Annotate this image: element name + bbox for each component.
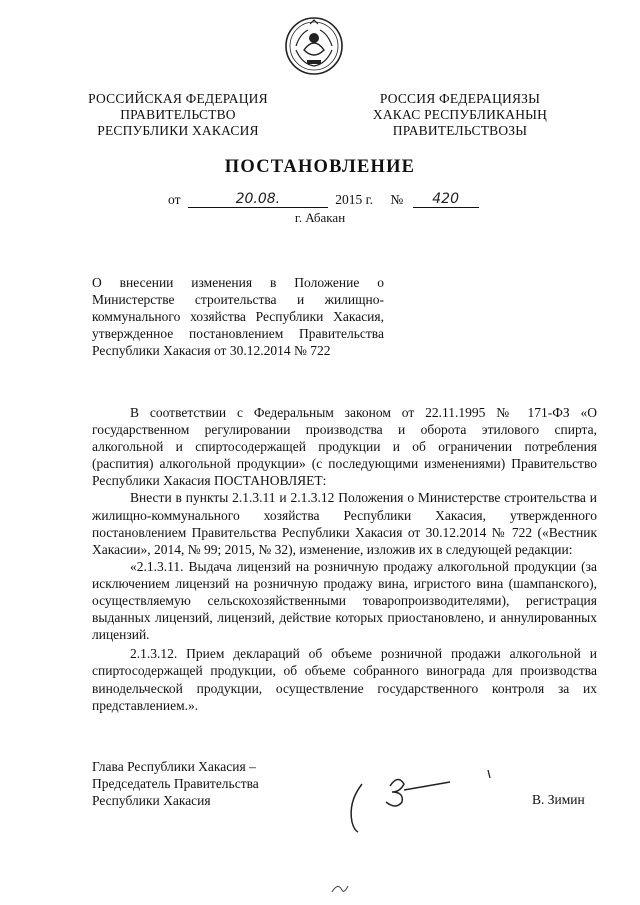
number-handwritten: 420: [432, 191, 459, 207]
date-handwritten: 20.08.: [235, 191, 281, 207]
header-left-line: РОССИЙСКАЯ ФЕДЕРАЦИЯ: [88, 91, 268, 106]
scribble-mark-icon: [328, 880, 352, 896]
handwritten-signature: [340, 762, 500, 834]
signature-title-line: Республики Хакасия: [92, 793, 211, 808]
body-paragraph: Внести в пункты 2.1.3.11 и 2.1.3.12 Положения о Министерстве строительства и жилищно-коммунального хозяйства Республики Хакасия, утвержденного постановлением Правительства Республики Хакасия от 30.12.2014 № 722 («Вестник Хакасии», 2014, № 99; 2015, № 32), изменение, изложив их в следующей редакции:: [92, 490, 597, 557]
subject: О внесении изменения в Положение о Министерстве строительства и жилищно-коммунального хозяйства Республики Хакасия, утвержденное постановлением Правительства Республики Хакасия от 30.12.2014 № 722: [92, 275, 384, 358]
signatory-name: В. Зимин: [532, 792, 585, 807]
date-field: [188, 192, 328, 208]
number-field: [413, 192, 479, 208]
header-right: [360, 91, 560, 139]
body: [92, 404, 597, 714]
document-title: ПОСТАНОВЛЕНИЕ: [224, 157, 416, 177]
coat-of-arms-icon: [284, 16, 344, 76]
date-line: [168, 192, 479, 208]
header-right-line: ХАКАС РЕСПУБЛИКАНЫҢ: [372, 107, 548, 122]
number-label: №: [390, 192, 404, 207]
header-left-line: ПРАВИТЕЛЬСТВО: [120, 107, 236, 122]
date-prefix: от: [168, 192, 181, 207]
header-right-line: РОССИЯ ФЕДЕРАЦИЯЗЫ: [379, 91, 541, 106]
signature-title-line: Глава Республики Хакасия –: [92, 759, 256, 774]
body-paragraph: 2.1.3.12. Прием деклараций об объеме розничной продажи алкогольной и спиртосодержащей продукции, об объеме собранного винограда для производства винодельческой продукции, осуществление государственного контроля за их представлением.».: [92, 646, 597, 713]
body-paragraph: «2.1.3.11. Выдача лицензий на розничную продажу алкогольной продукции (за исключением лицензий на розничную продажу вина, игристого вина (шампанского), осуществляемую сельскохозяйственными товаропроизводителями), регистрация выданных лицензий, лицензий, действие которых приостановлено, и аннулированных лицензий.: [92, 558, 597, 643]
header-left-line: РЕСПУБЛИКИ ХАКАСИЯ: [97, 123, 259, 138]
signature-title-line: Председатель Правительства: [92, 776, 259, 791]
header-left: [78, 91, 278, 139]
header-right-line: ПРАВИТЕЛЬСТВОЗЫ: [392, 123, 528, 138]
body-paragraph: В соответствии с Федеральным законом от 22.11.1995 № 171-ФЗ «О государственном регулировании производства и оборота этилового спирта, алкогольной и спиртосодержащей продукции и об ограничении потребления (распития) алкогольной продукции» (с последующими изменениями) Правительство Республики Хакасия ПОСТАНОВЛЯЕТ:: [92, 405, 597, 489]
city: г. Абакан: [294, 210, 346, 225]
year-label: 2015 г.: [335, 192, 373, 207]
signature-title: [92, 758, 259, 809]
